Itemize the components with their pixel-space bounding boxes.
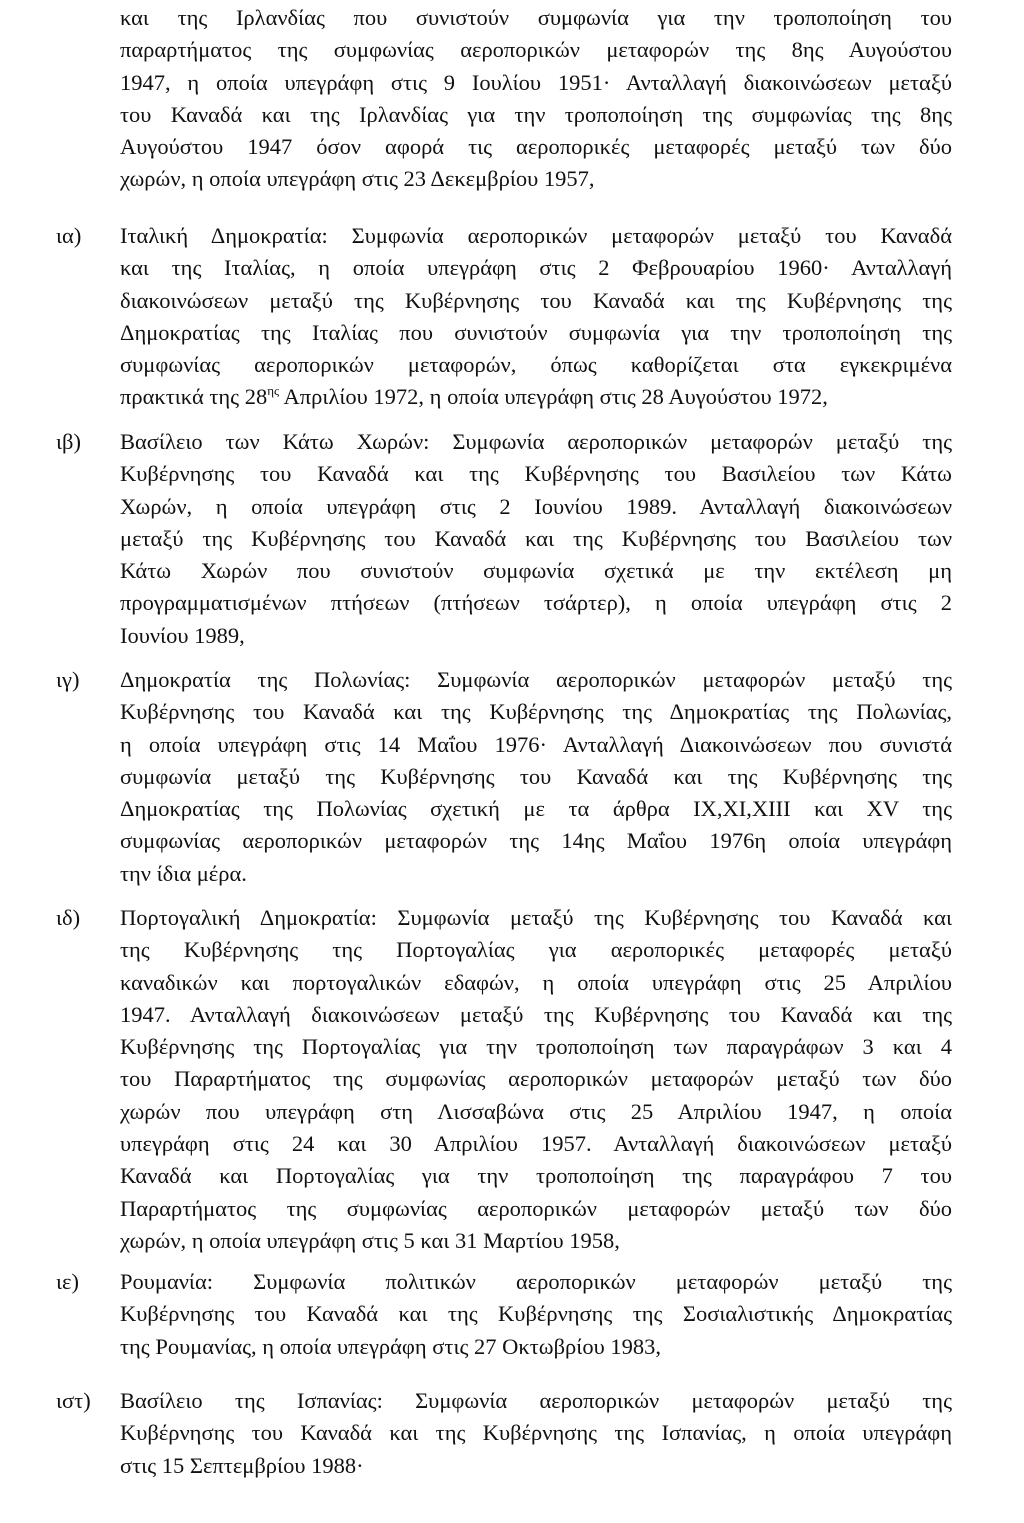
- text-fragment: Απριλίου 1972, η οποία υπεγράφη στις 28 Αυγούστου 1972,: [279, 384, 828, 410]
- text-line: Δημοκρατίας της Ιταλίας που συνιστούν συμφωνία για την τροποποίηση της: [120, 319, 952, 345]
- text-line: Βασίλειο της Ισπανίας: Συμφωνία αεροπορικών μεταφορών μεταξύ της: [120, 1388, 952, 1413]
- text-line: συμφωνίας αεροπορικών μεταφορών της 14ης Μαΐου 1976η οποία υπεγράφη: [120, 828, 952, 854]
- text-line: στις 15 Σεπτεμβρίου 1988·: [120, 1452, 364, 1478]
- text-line: υπεγράφη στις 24 και 30 Απριλίου 1957. Ανταλλαγή διακοινώσεων μεταξύ: [120, 1131, 952, 1157]
- text-line: Αυγούστου 1947 όσον αφορά τις αεροπορικές μεταφορές μεταξύ των δύο: [120, 134, 952, 160]
- list-item: [120, 664, 952, 890]
- text-line: Κάτω Χωρών που συνιστούν συμφωνία σχετικά με την εκτέλεση μη: [120, 558, 952, 584]
- text-line: της Ρουμανίας, η οποία υπεγράφη στις 27 Οκτωβρίου 1983,: [120, 1333, 661, 1359]
- list-item: [120, 1385, 952, 1482]
- text-line: Ιουνίου 1989,: [120, 622, 245, 648]
- text-line: Καναδά και Πορτογαλίας για την τροποποίηση της παραγράφου 7 του: [120, 1163, 952, 1189]
- list-item: [120, 426, 952, 652]
- text-line: Κυβέρνησης του Καναδά και της Κυβέρνησης της Δημοκρατίας της Πολωνίας,: [120, 699, 952, 725]
- text-line: Κυβέρνησης της Πορτογαλίας για την τροποποίηση των παραγράφων 3 και 4: [120, 1034, 952, 1060]
- list-item: [120, 220, 952, 414]
- item-number: ιε): [56, 1269, 79, 1294]
- text-line: την ίδια μέρα.: [120, 860, 247, 886]
- text-line: και της Ιρλανδίας που συνιστούν συμφωνία για την τροποποίηση του: [120, 5, 952, 30]
- item-number: ιστ): [56, 1388, 91, 1413]
- list-item: [120, 1266, 952, 1363]
- text-line: Δημοκρατίας της Πολωνίας σχετική με τα άρθρα IX,XI,XIII και XV της: [120, 796, 952, 822]
- text-line: 1947. Ανταλλαγή διακοινώσεων μεταξύ της Κυβέρνησης του Καναδά και της: [120, 1001, 952, 1027]
- list-item: [120, 902, 952, 1257]
- text-line: συμφωνίας αεροπορικών μεταφορών, όπως καθορίζεται στα εγκεκριμένα: [120, 352, 952, 378]
- text-line: και της Ιταλίας, η οποία υπεγράφη στις 2 Φεβρουαρίου 1960· Ανταλλαγή: [120, 255, 952, 281]
- text-line: Κυβέρνησης του Καναδά και της Κυβέρνησης της Σοσιαλιστικής Δημοκρατίας: [120, 1301, 952, 1327]
- text-line: Ρουμανία: Συμφωνία πολιτικών αεροπορικών μεταφορών μεταξύ της: [120, 1269, 952, 1294]
- text-line: μεταξύ της Κυβέρνησης του Καναδά και της Κυβέρνησης του Βασιλείου των: [120, 525, 952, 551]
- text-line: του Καναδά και της Ιρλανδίας για την τροποποίηση της συμφωνίας της 8ης: [120, 101, 952, 127]
- item-number: ια): [56, 223, 82, 248]
- text-line: προγραμματισμένων πτήσεων (πτήσεων τσάρτερ), η οποία υπεγράφη στις 2: [120, 590, 952, 616]
- ordinal-superscript: ης: [267, 383, 280, 399]
- text-line: συμφωνία μεταξύ της Κυβέρνησης του Καναδά και της Κυβέρνησης της: [120, 763, 952, 789]
- text-line: Παραρτήματος της συμφωνίας αεροπορικών μεταφορών μεταξύ των δύο: [120, 1195, 952, 1221]
- text-line: παραρτήματος της συμφωνίας αεροπορικών μεταφορών της 8ης Αυγούστου: [120, 37, 952, 63]
- text-line: χωρών που υπεγράφη στη Λισσαβώνα στις 25 Απριλίου 1947, η οποία: [120, 1098, 952, 1124]
- item-number: ιγ): [56, 667, 80, 692]
- text-line: Χωρών, η οποία υπεγράφη στις 2 Ιουνίου 1989. Ανταλλαγή διακοινώσεων: [120, 493, 952, 519]
- text-line: η οποία υπεγράφη στις 14 Μαΐου 1976· Ανταλλαγή Διακοινώσεων που συνιστά: [120, 731, 952, 757]
- text-line: Κυβέρνησης του Καναδά και της Κυβέρνησης της Ισπανίας, η οποία υπεγράφη: [120, 1420, 952, 1446]
- text-line: της Κυβέρνησης της Πορτογαλίας για αεροπορικές μεταφορές μεταξύ: [120, 937, 952, 963]
- text-line: καναδικών και πορτογαλικών εδαφών, η οποία υπεγράφη στις 25 Απριλίου: [120, 969, 952, 995]
- text-line: Κυβέρνησης του Καναδά και της Κυβέρνησης του Βασιλείου των Κάτω: [120, 461, 952, 487]
- text-line: Δημοκρατία της Πολωνίας: Συμφωνία αεροπορικών μεταφορών μεταξύ της: [120, 667, 952, 692]
- text-line: 1947, η οποία υπεγράφη στις 9 Ιουλίου 1951· Ανταλλαγή διακοινώσεων μεταξύ: [120, 69, 952, 95]
- continuation-paragraph: [120, 2, 952, 196]
- text-line: [120, 381, 952, 413]
- text-line: χωρών, η οποία υπεγράφη στις 5 και 31 Μαρτίου 1958,: [120, 1227, 620, 1253]
- text-line: χωρών, η οποία υπεγράφη στις 23 Δεκεμβρίου 1957,: [120, 166, 595, 192]
- text-line: Ιταλική Δημοκρατία: Συμφωνία αεροπορικών μεταφορών μεταξύ του Καναδά: [120, 223, 952, 248]
- text-fragment: πρακτικά της 28: [120, 384, 268, 410]
- text-line: Πορτογαλική Δημοκρατία: Συμφωνία μεταξύ της Κυβέρνησης του Καναδά και: [120, 905, 952, 930]
- text-line: διακοινώσεων μεταξύ της Κυβέρνησης του Καναδά και της Κυβέρνησης της: [120, 287, 952, 313]
- item-number: ιδ): [56, 905, 81, 930]
- text-line: Βασίλειο των Κάτω Χωρών: Συμφωνία αεροπορικών μεταφορών μεταξύ της: [120, 429, 952, 454]
- item-number: ιβ): [56, 429, 81, 454]
- text-line: του Παραρτήματος της συμφωνίας αεροπορικών μεταφορών μεταξύ των δύο: [120, 1066, 952, 1092]
